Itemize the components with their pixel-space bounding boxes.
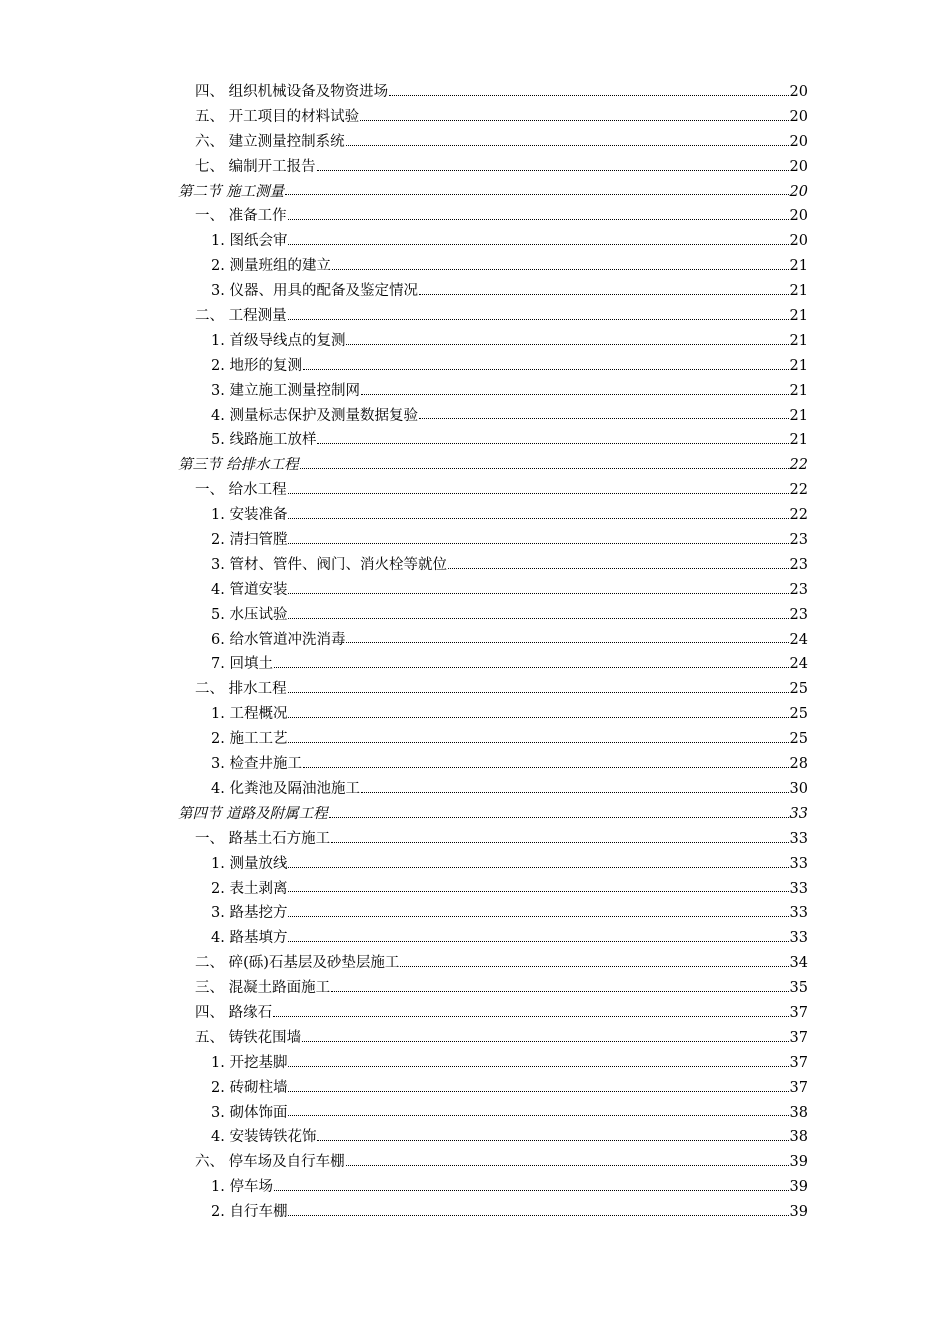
toc-entry-title: 1. 图纸会审 (211, 233, 288, 250)
toc-entry-title: 4. 测量标志保护及测量数据复验 (211, 407, 418, 424)
dot-leader (303, 368, 789, 370)
toc-entry[interactable] (178, 1051, 808, 1076)
toc-entry-title: 二、 排水工程 (195, 681, 287, 698)
toc-entry-page-number: 37 (789, 1004, 808, 1021)
toc-entry[interactable] (178, 628, 808, 653)
toc-entry-page-number: 38 (789, 1104, 808, 1121)
toc-entry-title: 七、 编制开工报告 (195, 158, 316, 175)
toc-entry[interactable] (178, 1026, 808, 1051)
toc-entry-title: 2. 清扫管膛 (211, 532, 288, 549)
toc-entry-title: 7. 回填土 (211, 656, 273, 673)
dot-leader (331, 990, 788, 992)
toc-entry[interactable] (178, 1175, 808, 1200)
toc-entry[interactable] (178, 827, 808, 852)
dot-leader (285, 193, 788, 195)
toc-entry[interactable] (178, 652, 808, 677)
toc-entry-page-number: 21 (789, 382, 808, 399)
table-of-contents (178, 80, 808, 1225)
toc-entry-page-number: 35 (789, 980, 808, 997)
toc-entry[interactable] (178, 777, 808, 802)
toc-entry[interactable] (178, 926, 808, 951)
toc-entry[interactable] (178, 578, 808, 603)
toc-entry[interactable] (178, 901, 808, 926)
toc-entry-page-number: 28 (789, 756, 808, 773)
toc-entry[interactable] (178, 329, 808, 354)
toc-entry[interactable] (178, 802, 808, 827)
dot-leader (448, 567, 789, 569)
toc-entry[interactable] (178, 155, 808, 180)
toc-entry-page-number: 20 (789, 158, 808, 175)
toc-entry-title: 1. 开挖基脚 (211, 1054, 288, 1071)
toc-entry-title: 3. 砌体饰面 (211, 1104, 288, 1121)
toc-entry-title: 4. 管道安装 (211, 581, 288, 598)
toc-entry-title: 2. 测量班组的建立 (211, 258, 331, 275)
toc-entry[interactable] (178, 1076, 808, 1101)
toc-entry-page-number: 25 (789, 731, 808, 748)
toc-entry[interactable] (178, 1101, 808, 1126)
dot-leader (400, 965, 788, 967)
dot-leader (288, 318, 789, 320)
toc-entry-page-number: 20 (789, 183, 808, 200)
toc-entry[interactable] (178, 428, 808, 453)
toc-entry[interactable] (178, 877, 808, 902)
toc-entry-title: 五、 开工项目的材料试验 (195, 108, 360, 125)
dot-leader (332, 268, 789, 270)
toc-entry-title: 第二节 施工测量 (178, 183, 285, 200)
toc-entry-page-number: 20 (789, 84, 808, 100)
toc-entry-title: 5. 线路施工放样 (211, 432, 317, 449)
toc-entry[interactable] (178, 254, 808, 279)
toc-entry-page-number: 23 (789, 556, 808, 573)
dot-leader (317, 442, 788, 444)
toc-entry-title: 二、 碎(砾)石基层及砂垫层施工 (195, 955, 400, 972)
toc-entry-title: 五、 铸铁花围墙 (195, 1029, 302, 1046)
toc-entry-page-number: 37 (789, 1079, 808, 1096)
toc-entry[interactable] (178, 279, 808, 304)
toc-entry-page-number: 38 (789, 1129, 808, 1146)
toc-entry-title: 4. 安装铸铁花饰 (211, 1129, 317, 1146)
dot-leader (288, 1114, 788, 1116)
toc-entry-page-number: 33 (789, 830, 808, 847)
dot-leader (329, 816, 789, 818)
dot-leader (288, 1090, 788, 1092)
toc-entry-title: 4. 路基填方 (211, 930, 288, 947)
toc-entry-page-number: 25 (789, 681, 808, 698)
toc-entry[interactable] (178, 1150, 808, 1175)
dot-leader (288, 517, 788, 519)
toc-entry-page-number: 24 (789, 631, 808, 648)
dot-leader (346, 1164, 789, 1166)
dot-leader (288, 1214, 788, 1216)
toc-entry[interactable] (178, 553, 808, 578)
dot-leader (288, 915, 788, 917)
toc-entry[interactable] (178, 304, 808, 329)
toc-entry-title: 1. 测量放线 (211, 855, 288, 872)
toc-entry-title: 2. 表土剥离 (211, 880, 288, 897)
toc-entry-page-number: 30 (789, 780, 808, 797)
toc-entry[interactable] (178, 180, 808, 205)
dot-leader (288, 542, 788, 544)
dot-leader (346, 144, 789, 146)
toc-entry-page-number: 20 (789, 233, 808, 250)
toc-entry-page-number: 21 (789, 432, 808, 449)
dot-leader (274, 1189, 789, 1191)
dot-leader (288, 691, 789, 693)
toc-entry-page-number: 33 (789, 880, 808, 897)
toc-entry-page-number: 21 (789, 258, 808, 275)
toc-entry[interactable] (178, 229, 808, 254)
toc-entry-title: 六、 停车场及自行车棚 (195, 1154, 345, 1171)
toc-entry[interactable] (178, 702, 808, 727)
toc-entry-page-number: 22 (789, 507, 808, 524)
toc-entry-title: 2. 施工工艺 (211, 731, 288, 748)
dot-leader (288, 741, 788, 743)
toc-entry-title: 2. 地形的复测 (211, 357, 302, 374)
toc-entry[interactable] (178, 1200, 808, 1225)
toc-entry[interactable] (178, 80, 808, 105)
dot-leader (288, 243, 788, 245)
toc-entry[interactable] (178, 852, 808, 877)
dot-leader (288, 716, 788, 718)
dot-leader (303, 766, 789, 768)
toc-entry-title: 1. 首级导线点的复测 (211, 332, 346, 349)
toc-entry[interactable] (178, 528, 808, 553)
toc-entry-page-number: 33 (789, 905, 808, 922)
dot-leader (273, 1015, 788, 1017)
toc-entry-title: 1. 停车场 (211, 1179, 273, 1196)
toc-entry[interactable] (178, 404, 808, 429)
toc-entry-title: 三、 混凝土路面施工 (195, 980, 331, 997)
toc-entry[interactable] (178, 727, 808, 752)
dot-leader (288, 492, 789, 494)
toc-entry-page-number: 21 (789, 308, 808, 325)
dot-leader (361, 393, 789, 395)
toc-entry-page-number: 21 (789, 332, 808, 349)
toc-entry-title: 2. 自行车棚 (211, 1204, 288, 1221)
dot-leader (419, 293, 789, 295)
dot-leader (346, 641, 788, 643)
toc-entry-title: 4. 化粪池及隔油池施工 (211, 780, 360, 797)
toc-entry-page-number: 39 (789, 1204, 808, 1221)
toc-entry-page-number: 22 (789, 457, 808, 474)
toc-entry-page-number: 23 (789, 532, 808, 549)
toc-entry-title: 一、 路基土石方施工 (195, 830, 331, 847)
dot-leader (419, 417, 789, 419)
toc-entry-title: 第四节 道路及附属工程 (178, 805, 328, 822)
toc-entry-page-number: 24 (789, 656, 808, 673)
dot-leader (389, 94, 788, 96)
dot-leader (288, 592, 788, 594)
toc-entry-page-number: 23 (789, 606, 808, 623)
dot-leader (360, 119, 788, 121)
toc-entry-title: 3. 建立施工测量控制网 (211, 382, 360, 399)
dot-leader (317, 169, 789, 171)
toc-entry[interactable] (178, 976, 808, 1001)
toc-entry-page-number: 23 (789, 581, 808, 598)
toc-entry[interactable] (178, 603, 808, 628)
toc-entry-title: 四、 组织机械设备及物资进场 (195, 84, 389, 100)
toc-entry-title: 二、 工程测量 (195, 308, 287, 325)
toc-entry-page-number: 21 (789, 357, 808, 374)
dot-leader (288, 617, 788, 619)
toc-entry-page-number: 22 (789, 482, 808, 499)
toc-entry-page-number: 25 (789, 706, 808, 723)
toc-entry[interactable] (178, 478, 808, 503)
toc-entry[interactable] (178, 354, 808, 379)
toc-entry-page-number: 20 (789, 133, 808, 150)
toc-entry-title: 六、 建立测量控制系统 (195, 133, 345, 150)
toc-entry-page-number: 33 (789, 930, 808, 947)
toc-entry-page-number: 39 (789, 1179, 808, 1196)
toc-entry-title: 2. 砖砌柱墙 (211, 1079, 288, 1096)
dot-leader (288, 1065, 788, 1067)
toc-entry-page-number: 20 (789, 108, 808, 125)
dot-leader (346, 343, 788, 345)
toc-entry-title: 1. 工程概况 (211, 706, 288, 723)
toc-entry-title: 1. 安装准备 (211, 507, 288, 524)
toc-entry-title: 3. 路基挖方 (211, 905, 288, 922)
toc-entry-title: 3. 管材、管件、阀门、消火栓等就位 (211, 556, 447, 573)
toc-entry[interactable] (178, 1125, 808, 1150)
toc-entry-title: 第三节 给排水工程 (178, 457, 299, 474)
toc-entry-title: 四、 路缘石 (195, 1004, 273, 1021)
toc-entry-page-number: 21 (789, 407, 808, 424)
toc-entry-page-number: 39 (789, 1154, 808, 1171)
dot-leader (288, 890, 788, 892)
toc-entry-title: 5. 水压试验 (211, 606, 288, 623)
toc-entry-title: 3. 检查井施工 (211, 756, 302, 773)
toc-entry[interactable] (178, 379, 808, 404)
dot-leader (361, 791, 789, 793)
toc-entry[interactable] (178, 453, 808, 478)
toc-entry-page-number: 21 (789, 283, 808, 300)
toc-entry-page-number: 34 (789, 955, 808, 972)
toc-entry-title: 一、 给水工程 (195, 482, 287, 499)
dot-leader (274, 666, 789, 668)
toc-entry-title: 3. 仪器、用具的配备及鉴定情况 (211, 283, 418, 300)
toc-entry[interactable] (178, 503, 808, 528)
toc-entry[interactable] (178, 752, 808, 777)
toc-entry[interactable] (178, 130, 808, 155)
toc-entry[interactable] (178, 951, 808, 976)
dot-leader (317, 1139, 788, 1141)
toc-entry-title: 一、 准备工作 (195, 208, 287, 225)
toc-entry[interactable] (178, 1001, 808, 1026)
toc-entry[interactable] (178, 204, 808, 229)
dot-leader (288, 940, 788, 942)
toc-entry-page-number: 33 (789, 855, 808, 872)
dot-leader (288, 218, 789, 220)
toc-entry-page-number: 37 (789, 1029, 808, 1046)
toc-entry[interactable] (178, 677, 808, 702)
dot-leader (288, 866, 788, 868)
dot-leader (331, 841, 788, 843)
toc-entry-page-number: 37 (789, 1054, 808, 1071)
dot-leader (300, 467, 789, 469)
toc-entry[interactable] (178, 105, 808, 130)
toc-entry-page-number: 20 (789, 208, 808, 225)
dot-leader (302, 1040, 788, 1042)
toc-entry-page-number: 33 (789, 805, 808, 822)
toc-entry-title: 6. 给水管道冲洗消毒 (211, 631, 346, 648)
